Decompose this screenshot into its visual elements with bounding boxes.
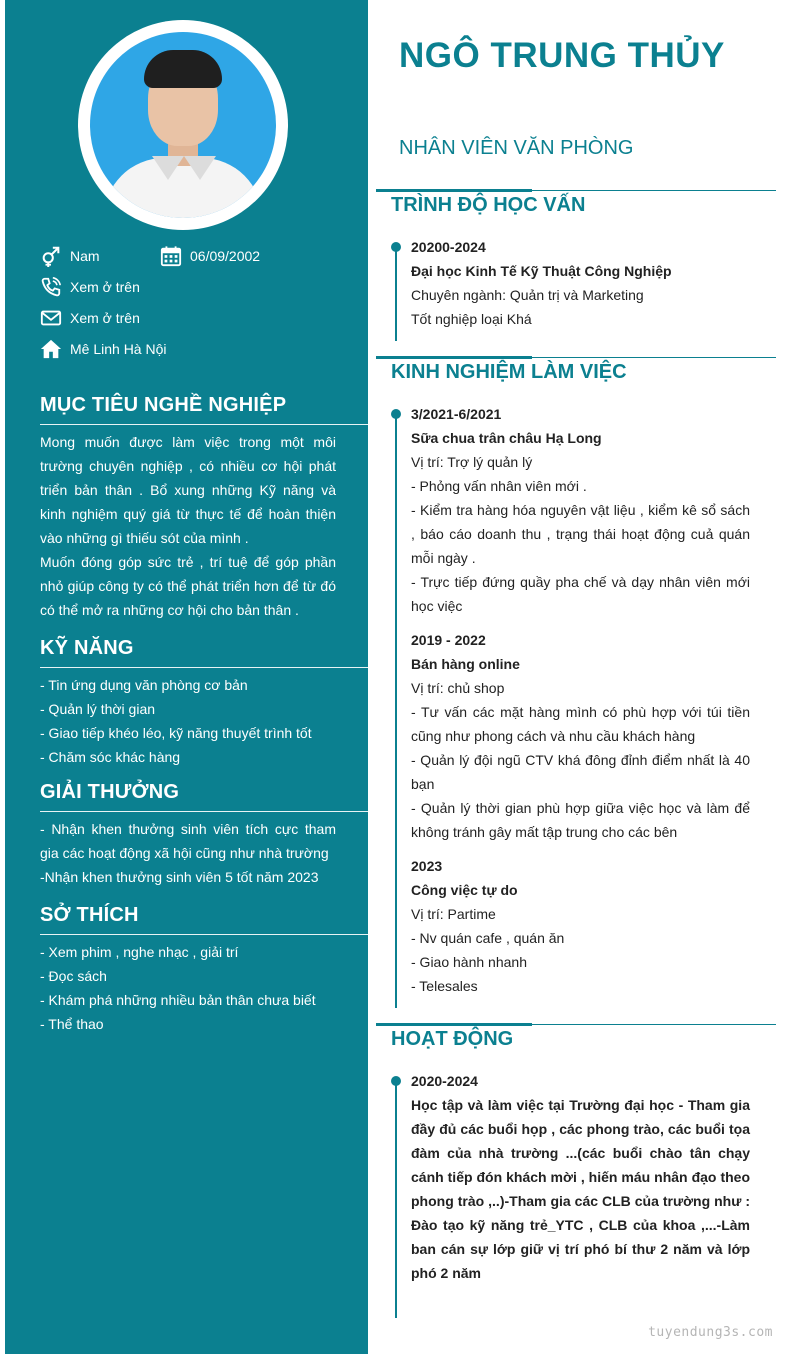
objective-text	[40, 430, 336, 622]
award-item: - Nhận khen thưởng sinh viên tích cực tham gia các hoạt động xã hội cũng như nhà trường	[40, 821, 336, 861]
entry-line: - Quản lý thời gian phù hợp giữa việc học và làm để không tránh gây mất tập trung cho các bên	[411, 800, 750, 840]
birthday-value: 06/09/2002	[190, 248, 261, 264]
activities-title: HOẠT ĐỘNG	[391, 1028, 514, 1050]
skills-list	[40, 673, 350, 769]
activity-entry	[411, 1069, 750, 1285]
hobby-item: - Thể thao	[40, 1016, 104, 1032]
awards-title: GIẢI THƯỞNG	[40, 781, 180, 803]
entry-date: 20200-2024	[411, 239, 486, 255]
entry-org: Đại học Kinh Tế Kỹ Thuật Công Nghiệp	[411, 263, 672, 279]
hobby-item: - Xem phim , nghe nhạc , giải trí	[40, 944, 239, 960]
education-timeline	[395, 246, 397, 341]
entry-line: - Nv quán cafe , quán ăn	[411, 930, 565, 946]
entry-org: Sữa chua trân châu Hạ Long	[411, 430, 602, 446]
entry-line: Vị trí: chủ shop	[411, 680, 505, 696]
objective-paragraph: Mong muốn được làm việc trong một môi trường chuyên nghiệp , có nhiều cơ hội phát triển bản thân . Bổ xung những Kỹ năng và kinh nghiệm quý giá từ thực tế để hoàn thiện vào những gì thiếu sót của mình .	[40, 434, 336, 546]
activities-timeline	[395, 1080, 397, 1318]
skill-item: - Chăm sóc khác hàng	[40, 749, 181, 765]
entry-line: - Trực tiếp đứng quầy pha chế và dạy nhân viên mới học việc	[411, 574, 750, 614]
entry-line: - Giao hành nhanh	[411, 954, 527, 970]
hobby-item: - Đọc sách	[40, 968, 107, 984]
hobbies-divider	[40, 934, 368, 935]
gender-row	[40, 244, 100, 268]
skills-divider	[40, 667, 368, 668]
timeline-dot	[391, 1076, 401, 1086]
experience-title: KINH NGHIỆM LÀM VIỆC	[391, 361, 627, 383]
hobbies-title: SỞ THÍCH	[40, 904, 139, 926]
objective-title: MỤC TIÊU NGHỀ NGHIỆP	[40, 394, 287, 416]
education-title: TRÌNH ĐỘ HỌC VẤN	[391, 194, 586, 216]
activities-divider-accent	[376, 1023, 532, 1026]
phone-value: Xem ở trên	[70, 279, 140, 295]
entry-date: 3/2021-6/2021	[411, 406, 502, 422]
award-item: -Nhận khen thưởng sinh viên 5 tốt năm 2023	[40, 869, 319, 885]
email-value: Xem ở trên	[70, 310, 140, 326]
timeline-dot	[391, 409, 401, 419]
objective-paragraph: Muốn đóng góp sức trẻ , trí tuệ để góp phần nhỏ giúp công ty có thể phát triển hơn để từ đó có thể mở ra những cơ hội cho bản thân .	[40, 554, 336, 618]
email-row	[40, 306, 140, 330]
calendar-icon	[160, 245, 182, 267]
entry-line: - Phỏng vấn nhân viên mới .	[411, 478, 587, 494]
entry-line: Tốt nghiệp loại Khá	[411, 311, 532, 327]
candidate-name: NGÔ TRUNG THỦY	[399, 36, 725, 75]
avatar-photo	[90, 32, 276, 218]
entry-date: 2019 - 2022	[411, 632, 486, 648]
skill-item: - Tin ứng dụng văn phòng cơ bản	[40, 677, 248, 693]
sidebar	[5, 0, 368, 1354]
entry-org: Bán hàng online	[411, 656, 520, 672]
watermark: tuyendung3s.com	[648, 1325, 773, 1340]
awards-list	[40, 817, 336, 889]
skill-item: - Giao tiếp khéo léo, kỹ năng thuyết trình tốt	[40, 725, 312, 741]
experience-divider-accent	[376, 356, 532, 359]
entry-line: Vị trí: Trợ lý quản lý	[411, 454, 533, 470]
objective-divider	[40, 424, 368, 425]
birthday-row	[160, 244, 260, 268]
address-row	[40, 337, 167, 361]
experience-entries	[411, 402, 750, 998]
address-value: Mê Linh Hà Nội	[70, 341, 167, 357]
avatar-frame	[78, 20, 288, 230]
entry-org: Công việc tự do	[411, 882, 518, 898]
awards-divider	[40, 811, 368, 812]
entry-text: Học tập và làm việc tại Trường đại học - Tham gia đầy đủ các buổi họp , các phong trào, các buổi tọa đàm của nhà trường ...(các buổi chào tân chạy cánh tiếp đón khách mời , hiến máu nhân đạo theo phong trào ,..)-Tham gia các CLB của trường như : Đào tạo kỹ năng trẻ_YTC , CLB của khoa ,...-Làm ban cán sự lớp giữ vị trí phó bí thư 2 năm và lớp phó 2 năm	[411, 1097, 750, 1281]
phone-icon	[40, 276, 62, 298]
skill-item: - Quản lý thời gian	[40, 701, 156, 717]
gender-icon	[40, 245, 62, 267]
entry-line: - Tư vấn các mặt hàng mình có phù hợp với túi tiền cũng như phong cách và nhu cầu khách hàng	[411, 704, 750, 744]
envelope-icon	[40, 307, 62, 329]
entry-date: 2023	[411, 858, 443, 874]
hobby-item: - Khám phá những nhiều bản thân chưa biết	[40, 992, 316, 1008]
skills-title: KỸ NĂNG	[40, 637, 134, 659]
hobbies-list	[40, 940, 350, 1036]
entry-line: - Telesales	[411, 978, 478, 994]
education-divider-accent	[376, 189, 532, 192]
experience-timeline	[395, 413, 397, 1008]
entry-line: Vị trí: Partime	[411, 906, 496, 922]
education-entry	[411, 235, 750, 331]
entry-line: - Kiểm tra hàng hóa nguyên vật liệu , kiểm kê sổ sách , báo cáo doanh thu , trạng thái hoạt động cuả quán mỗi ngày .	[411, 502, 750, 566]
entry-line: Chuyên ngành: Quản trị và Marketing	[411, 287, 644, 303]
entry-date: 2020-2024	[411, 1073, 478, 1089]
timeline-dot	[391, 242, 401, 252]
job-title: NHÂN VIÊN VĂN PHÒNG	[399, 137, 634, 159]
gender-value: Nam	[70, 248, 100, 264]
home-icon	[40, 338, 62, 360]
phone-row	[40, 275, 140, 299]
entry-line: - Quản lý đội ngũ CTV khá đông đỉnh điểm nhất là 40 bạn	[411, 752, 750, 792]
